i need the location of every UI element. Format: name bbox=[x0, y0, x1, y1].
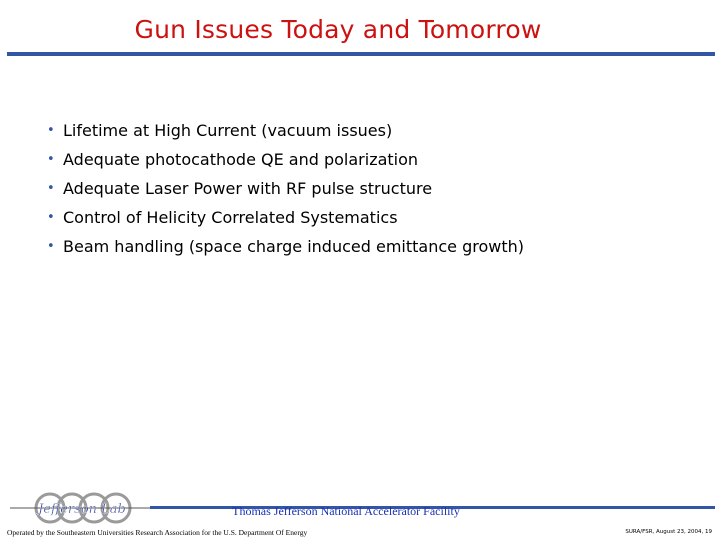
bullet-text: Control of Helicity Correlated Systematics bbox=[63, 208, 398, 227]
bullet-dot-icon: • bbox=[47, 181, 55, 196]
slide-reference: SURA/FSR, August 23, 2004, 19 bbox=[625, 529, 712, 535]
bullet-text: Lifetime at High Current (vacuum issues) bbox=[63, 121, 393, 140]
bullet-text: Beam handling (space charge induced emittance growth) bbox=[63, 237, 524, 256]
bullet-item bbox=[47, 116, 524, 145]
bullet-dot-icon: • bbox=[47, 239, 55, 254]
bullet-item bbox=[47, 232, 524, 261]
bullet-item bbox=[47, 203, 524, 232]
bullet-dot-icon: • bbox=[47, 152, 55, 167]
title-rule bbox=[7, 52, 715, 56]
bullet-item bbox=[47, 174, 524, 203]
operated-by-note: Operated by the Southeastern Universities Research Association for the U.S. Department Of Energy bbox=[7, 528, 308, 537]
jefferson-lab-logo-icon bbox=[10, 488, 155, 528]
bullet-item bbox=[47, 145, 524, 174]
bullet-dot-icon: • bbox=[47, 123, 55, 138]
bullet-list bbox=[47, 116, 524, 261]
slide-title: Gun Issues Today and Tomorrow bbox=[134, 15, 542, 44]
bullet-dot-icon: • bbox=[47, 210, 55, 225]
logo-text: Jefferson Lab bbox=[38, 502, 126, 517]
bullet-text: Adequate Laser Power with RF pulse structure bbox=[63, 179, 433, 198]
bullet-text: Adequate photocathode QE and polarization bbox=[63, 150, 419, 169]
lab-name: Thomas Jefferson National Accelerator Facility bbox=[232, 504, 460, 518]
